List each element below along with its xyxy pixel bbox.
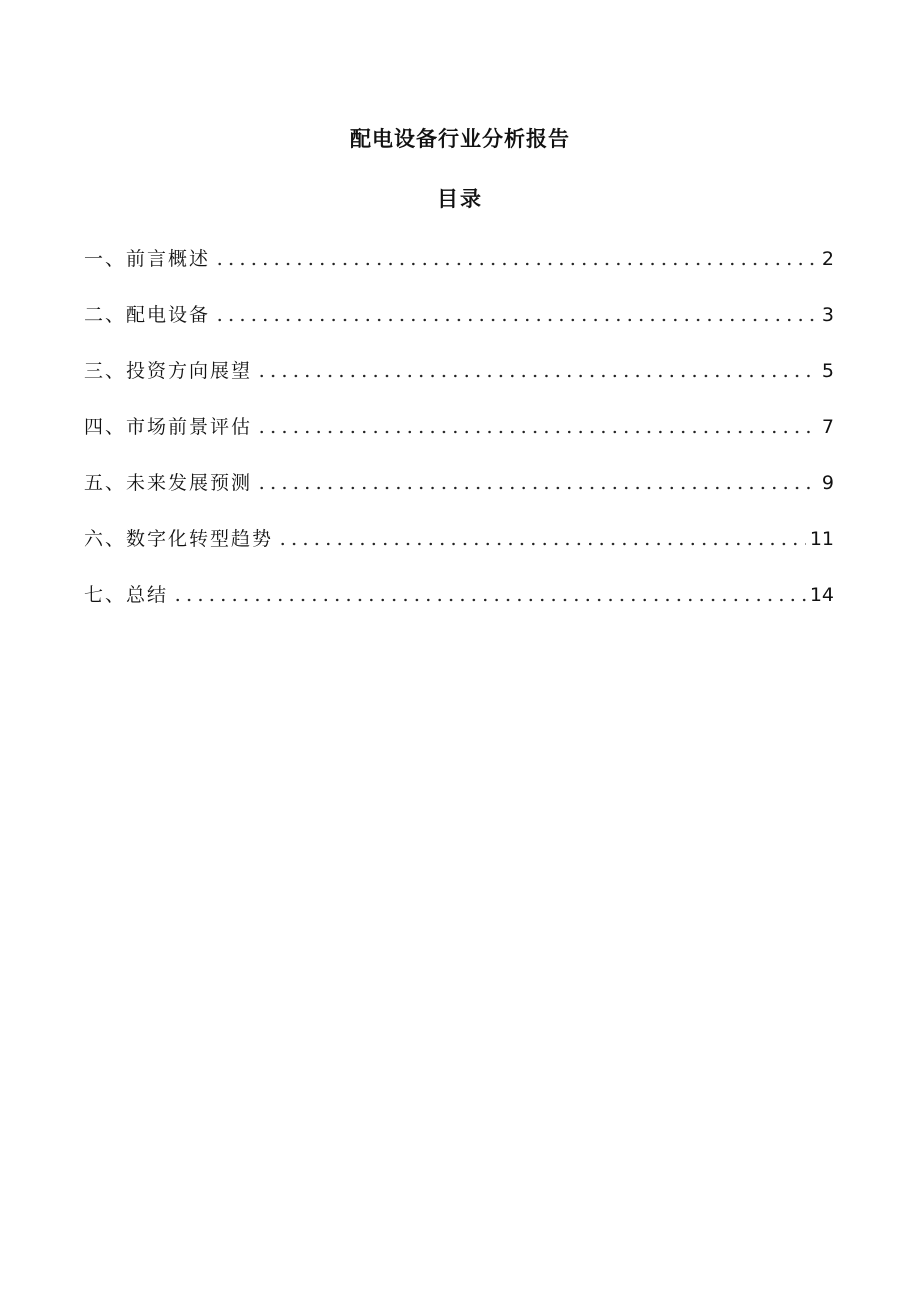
document-title: 配电设备行业分析报告 [350, 126, 570, 151]
toc-entry-label: 五、未来发展预测 [84, 472, 253, 494]
toc-entry-page: 5 [821, 360, 834, 382]
toc-entry-label: 二、配电设备 [84, 304, 211, 326]
toc-dot-leader [214, 317, 818, 323]
toc-entry-summary[interactable] [84, 576, 834, 632]
toc-entry-label: 六、数字化转型趋势 [84, 528, 274, 550]
toc-entry-preface[interactable] [84, 240, 834, 296]
toc-entry-digital-transformation[interactable] [84, 520, 834, 576]
toc-entry-page: 3 [821, 304, 834, 326]
toc-entry-page: 14 [809, 584, 834, 606]
toc-entry-future-forecast[interactable] [84, 464, 834, 520]
toc-entry-page: 2 [821, 248, 834, 270]
toc-entry-distribution-equipment[interactable] [84, 296, 834, 352]
toc-entry-page: 7 [821, 416, 834, 438]
toc-entry-investment-outlook[interactable] [84, 352, 834, 408]
toc-dot-leader [256, 429, 818, 435]
toc-entry-label: 七、总结 [84, 584, 169, 606]
toc-entry-market-assessment[interactable] [84, 408, 834, 464]
toc-entry-label: 四、市场前景评估 [84, 416, 253, 438]
toc-heading: 目录 [437, 186, 483, 211]
toc-dot-leader [214, 261, 818, 267]
toc-dot-leader [277, 541, 806, 547]
toc-entry-page: 9 [821, 472, 834, 494]
toc-entry-label: 三、投资方向展望 [84, 360, 253, 382]
toc-entry-label: 一、前言概述 [84, 248, 211, 270]
toc-dot-leader [256, 485, 818, 491]
toc-dot-leader [172, 597, 806, 603]
toc-dot-leader [256, 373, 818, 379]
toc-entry-page: 11 [809, 528, 834, 550]
table-of-contents [84, 240, 834, 632]
